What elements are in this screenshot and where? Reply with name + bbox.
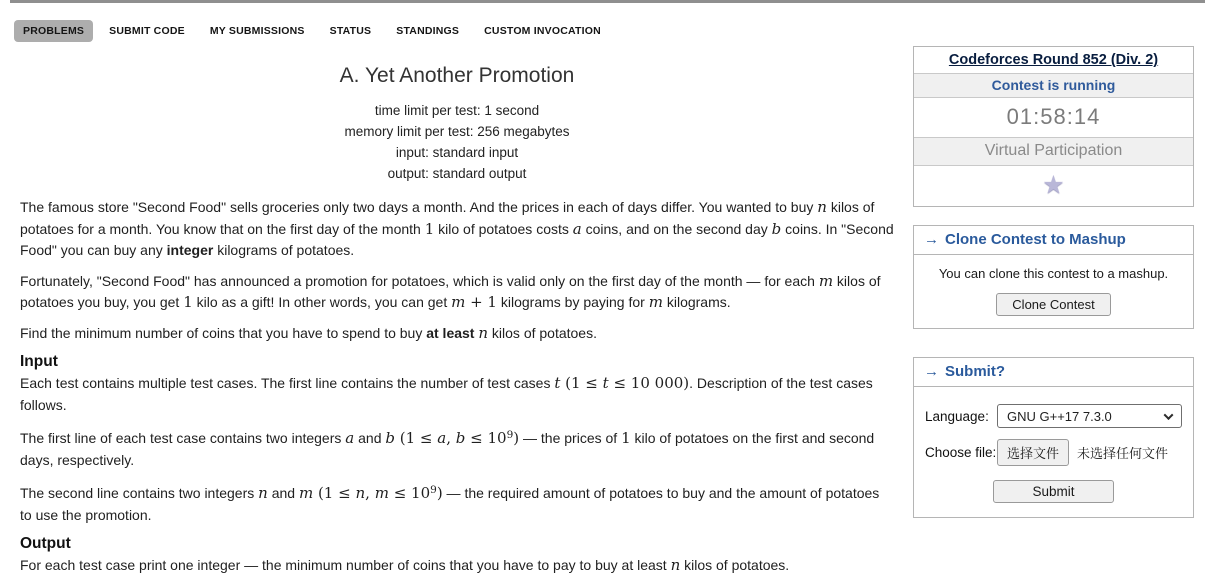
choose-file-button[interactable]: 选择文件	[997, 439, 1069, 466]
output-section-heading: Output	[20, 535, 71, 552]
language-selected-value: GNU G++17 7.3.0	[1007, 408, 1112, 424]
text-segment: coins. In "Second Food" you can buy any	[20, 220, 894, 258]
contest-title-link[interactable]: Codeforces Round 852 (Div. 2)	[948, 52, 1159, 68]
text-segment: The first line of each test case contains two integers	[20, 430, 346, 446]
text-segment: b	[455, 429, 466, 447]
text-segment: 1	[424, 219, 435, 238]
output-spec: output: standard output	[387, 166, 527, 181]
tab-problems[interactable]: PROBLEMS	[14, 20, 93, 42]
text-segment: m	[818, 271, 834, 290]
language-label: Language:	[925, 408, 989, 424]
contest-nav-tabs	[14, 20, 617, 42]
text-segment: — the prices of	[519, 430, 622, 446]
choose-file-label: Choose file:	[925, 445, 997, 460]
text-segment: n	[355, 484, 366, 502]
star-icon[interactable]: ★	[1042, 171, 1065, 199]
text-segment: at least	[426, 324, 475, 341]
text-segment: — the required amount of potatoes to buy and the amount of potatoes to use the promotion.	[20, 485, 880, 523]
text-segment: and	[267, 485, 299, 501]
text-segment: ,	[446, 429, 456, 447]
text-segment: coins, and on the second day	[581, 220, 772, 237]
text-segment: + 1	[465, 293, 497, 311]
text-segment: 9	[506, 429, 514, 441]
text-segment: kilo as a gift! In other words, you can get	[192, 294, 452, 310]
text-segment: 9	[430, 484, 437, 496]
text-segment: (1 ≤	[394, 429, 438, 447]
text-segment: ,	[365, 484, 375, 502]
clone-box-body	[914, 255, 1193, 328]
text-segment: (1 ≤	[313, 484, 356, 502]
statement-body	[20, 197, 894, 577]
contest-status: Contest is running	[914, 74, 1193, 98]
text-segment: kilograms by paying for	[496, 294, 649, 310]
text-segment: n	[817, 198, 827, 216]
text-segment: and	[354, 430, 386, 446]
clone-description: You can clone this contest to a mashup.	[938, 266, 1169, 281]
text-segment: a	[437, 429, 447, 447]
statement-paragraph	[20, 271, 894, 314]
input-paragraph	[20, 373, 894, 416]
text-segment: n	[258, 484, 268, 502]
text-segment: For each test case print one integer — the minimum number of coins that you have to pay to buy at least	[20, 557, 671, 573]
text-segment: m	[648, 293, 663, 311]
text-segment: )	[436, 484, 443, 502]
contest-info-box	[913, 46, 1194, 207]
clone-box-title: Clone Contest to Mashup	[945, 231, 1126, 248]
contest-countdown-timer: 01:58:14	[914, 98, 1193, 138]
text-segment: m	[298, 484, 314, 502]
text-segment: 1	[621, 429, 631, 447]
text-segment: kilograms.	[662, 294, 731, 310]
text-segment: kilos of potatoes you buy, you get	[20, 272, 881, 310]
sidebar	[913, 46, 1194, 518]
text-segment: Fortunately, "Second Food" has announced a promotion for potatoes, which is valid only on the first day of the month — for each	[20, 272, 819, 289]
input-spec: input: standard input	[395, 145, 519, 160]
text-segment: n	[670, 556, 681, 574]
text-segment: b	[385, 429, 395, 447]
submit-form	[914, 387, 1193, 517]
submit-box	[913, 357, 1194, 518]
text-segment: t	[602, 374, 609, 392]
tab-custom-invocation[interactable]: CUSTOM INVOCATION	[484, 25, 601, 37]
text-segment: Each test contains multiple test cases. The first line contains the number of test cases	[20, 375, 555, 391]
contest-title-row	[914, 47, 1193, 74]
problem-statement-panel	[20, 62, 894, 586]
text-segment: m	[374, 484, 389, 502]
text-segment: Find the minimum number of coins that you have to spend to buy	[20, 324, 427, 341]
tab-my-submissions[interactable]: MY SUBMISSIONS	[209, 25, 305, 37]
submit-box-caption	[914, 358, 1193, 387]
language-row	[925, 404, 1182, 428]
arrow-right-icon: →	[924, 231, 939, 248]
text-segment: integer	[166, 242, 214, 258]
submit-row	[925, 480, 1182, 503]
text-segment: kilo of potatoes costs	[434, 220, 573, 237]
favorite-star-row	[914, 166, 1193, 206]
statement-paragraph	[20, 323, 894, 345]
text-segment: kilos of potatoes for a month. You know that on the first day of the month	[20, 199, 875, 237]
input-section-heading: Input	[20, 353, 58, 370]
text-segment: kilos of potatoes.	[488, 324, 597, 341]
time-limit: time limit per test: 1 second	[374, 103, 540, 118]
text-segment: ≤ 10 000)	[608, 374, 690, 392]
tab-status[interactable]: STATUS	[329, 25, 372, 37]
output-paragraph	[20, 555, 894, 577]
text-segment: a	[345, 429, 355, 447]
file-input	[997, 439, 1168, 466]
file-selection-status: 未选择任何文件	[1077, 446, 1169, 461]
text-segment: ≤ 10	[388, 484, 431, 502]
problem-header	[20, 64, 894, 184]
submit-box-title: Submit?	[945, 363, 1005, 380]
text-segment: b	[771, 219, 782, 238]
text-segment: )	[513, 429, 520, 447]
text-segment: . Description of the test cases follows.	[20, 375, 873, 413]
text-segment: a	[572, 219, 582, 238]
text-segment: 1	[183, 293, 193, 311]
problem-title: A. Yet Another Promotion	[339, 64, 575, 87]
text-segment: kilo of potatoes on the first and second days, respectively.	[20, 430, 875, 468]
text-segment: ≤ 10	[465, 429, 507, 447]
text-segment: The famous store "Second Food" sells groceries only two days a month. And the prices in each of days differ. You wanted to buy	[20, 199, 818, 215]
participation-mode-label: Virtual Participation	[914, 138, 1193, 166]
tab-standings[interactable]: STANDINGS	[396, 25, 460, 37]
clone-contest-button[interactable]: Clone Contest	[996, 293, 1110, 316]
language-select[interactable]	[997, 404, 1182, 428]
submit-button[interactable]: Submit	[993, 480, 1113, 503]
text-segment: n	[478, 323, 489, 342]
text-segment: m	[451, 293, 466, 311]
text-segment: (1 ≤	[560, 374, 603, 392]
text-segment: kilograms of potatoes.	[213, 242, 355, 258]
text-segment: kilos of potatoes.	[680, 557, 790, 573]
top-divider	[10, 0, 1205, 3]
clone-contest-box	[913, 225, 1194, 329]
statement-paragraph	[20, 197, 894, 262]
text-segment: The second line contains two integers	[20, 485, 259, 501]
text-segment: t	[554, 374, 561, 392]
choose-file-row	[925, 439, 1182, 466]
clone-box-caption	[914, 226, 1193, 255]
tab-submit-code[interactable]: SUBMIT CODE	[109, 25, 185, 37]
chevron-down-icon	[1164, 410, 1174, 420]
input-paragraph	[20, 425, 894, 471]
memory-limit: memory limit per test: 256 megabytes	[344, 124, 570, 139]
arrow-right-icon: →	[924, 363, 939, 380]
input-paragraph	[20, 480, 894, 526]
